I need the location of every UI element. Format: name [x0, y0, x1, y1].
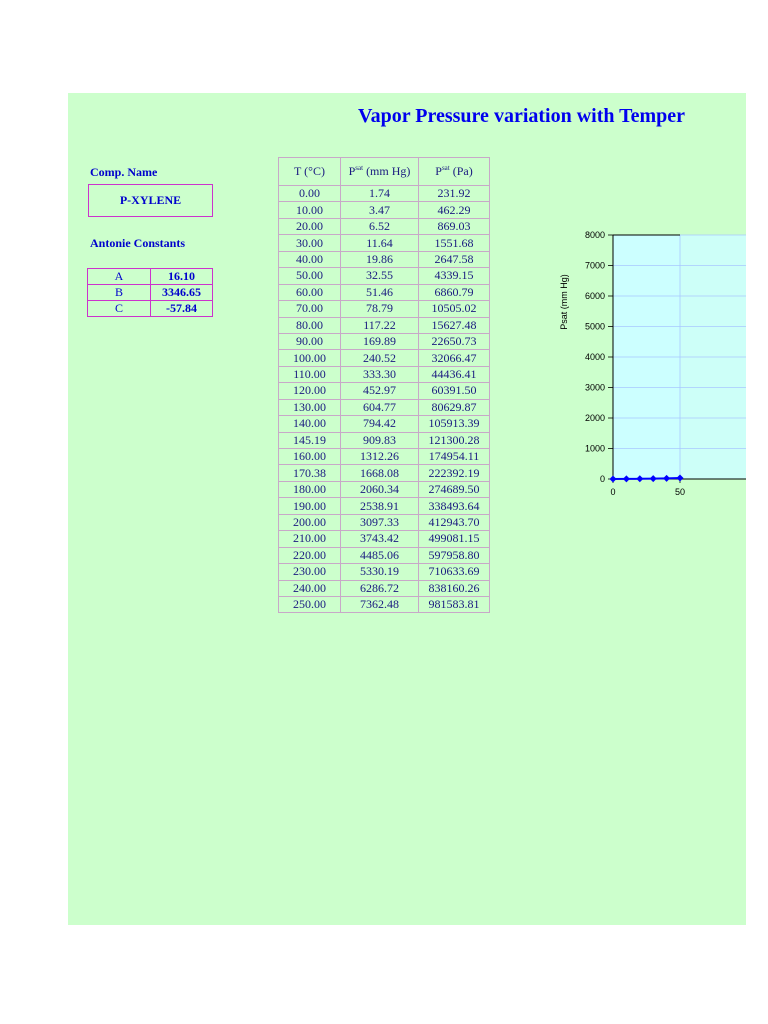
cell-psat-pa[interactable]: 597958.80	[419, 547, 490, 563]
cell-psat-mmhg[interactable]: 19.86	[341, 251, 419, 267]
cell-psat-mmhg[interactable]: 240.52	[341, 350, 419, 366]
constant-value[interactable]: 3346.65	[151, 285, 213, 301]
y-tick-label: 6000	[584, 291, 605, 301]
y-tick-label: 7000	[584, 260, 605, 271]
cell-psat-mmhg[interactable]: 3743.42	[341, 531, 419, 547]
cell-psat-mmhg[interactable]: 11.64	[341, 235, 419, 251]
header-psat-mmhg-unit: (mm Hg)	[363, 164, 411, 178]
table-row	[279, 399, 490, 415]
cell-temperature[interactable]: 70.00	[279, 301, 341, 317]
cell-temperature[interactable]: 240.00	[279, 580, 341, 596]
cell-psat-mmhg[interactable]: 6.52	[341, 218, 419, 234]
cell-temperature[interactable]: 20.00	[279, 218, 341, 234]
cell-temperature[interactable]: 80.00	[279, 317, 341, 333]
constant-value[interactable]: -57.84	[151, 301, 213, 317]
cell-psat-pa[interactable]: 80629.87	[419, 399, 490, 415]
table-header-row	[279, 158, 490, 186]
table-row	[279, 481, 490, 497]
table-row	[279, 317, 490, 333]
y-tick-label: 8000	[584, 230, 605, 240]
cell-temperature[interactable]: 40.00	[279, 251, 341, 267]
table-row	[279, 531, 490, 547]
cell-psat-pa[interactable]: 412943.70	[419, 514, 490, 530]
cell-psat-pa[interactable]: 499081.15	[419, 531, 490, 547]
cell-psat-mmhg[interactable]: 78.79	[341, 301, 419, 317]
header-psat-pa-sup: sat	[441, 164, 450, 172]
cell-temperature[interactable]: 180.00	[279, 481, 341, 497]
cell-temperature[interactable]: 90.00	[279, 333, 341, 349]
cell-psat-pa[interactable]: 710633.69	[419, 564, 490, 580]
table-row	[279, 284, 490, 300]
x-tick-label: 0	[610, 487, 616, 497]
spreadsheet-area	[68, 93, 746, 925]
cell-temperature[interactable]: 130.00	[279, 399, 341, 415]
table-row	[279, 416, 490, 432]
cell-psat-pa[interactable]: 6860.79	[419, 284, 490, 300]
cell-psat-mmhg[interactable]: 3.47	[341, 202, 419, 218]
constant-key[interactable]: B	[88, 285, 151, 301]
cell-psat-pa[interactable]: 869.03	[419, 218, 490, 234]
cell-psat-mmhg[interactable]: 32.55	[341, 268, 419, 284]
cell-psat-pa[interactable]: 338493.64	[419, 498, 490, 514]
header-psat-pa-unit: (Pa)	[449, 164, 473, 178]
table-row	[279, 268, 490, 284]
table-row	[279, 580, 490, 596]
table-row	[279, 218, 490, 234]
cell-psat-pa[interactable]: 44436.41	[419, 366, 490, 382]
constant-row	[88, 285, 213, 301]
table-row	[279, 596, 490, 612]
header-psat-pa	[419, 158, 490, 186]
header-temperature: T (°C)	[279, 158, 341, 186]
cell-psat-mmhg[interactable]: 117.22	[341, 317, 419, 333]
page-title: Vapor Pressure variation with Temper	[358, 105, 686, 127]
cell-temperature[interactable]: 250.00	[279, 596, 341, 612]
header-psat-mmhg	[341, 158, 419, 186]
table-row	[279, 301, 490, 317]
table-row	[279, 350, 490, 366]
table-row	[279, 366, 490, 382]
cell-psat-mmhg[interactable]: 452.97	[341, 383, 419, 399]
cell-psat-mmhg[interactable]: 909.83	[341, 432, 419, 448]
antoine-constants-table	[87, 268, 213, 317]
cell-temperature[interactable]: 210.00	[279, 531, 341, 547]
cell-psat-mmhg[interactable]: 6286.72	[341, 580, 419, 596]
cell-psat-pa[interactable]: 105913.39	[419, 416, 490, 432]
table-row	[279, 449, 490, 465]
cell-temperature[interactable]: 50.00	[279, 268, 341, 284]
cell-psat-mmhg[interactable]: 1668.08	[341, 465, 419, 481]
cell-psat-pa[interactable]: 222392.19	[419, 465, 490, 481]
y-tick-label: 5000	[584, 321, 605, 332]
y-axis-label: Psat (mm Hg)	[559, 274, 569, 330]
y-tick-label: 4000	[584, 352, 605, 362]
cell-temperature[interactable]: 0.00	[279, 186, 341, 202]
comp-name-label: Comp. Name	[90, 165, 158, 179]
cell-temperature[interactable]: 170.38	[279, 465, 341, 481]
cell-temperature[interactable]: 200.00	[279, 514, 341, 530]
cell-psat-mmhg[interactable]: 604.77	[341, 399, 419, 415]
cell-psat-pa[interactable]: 22650.73	[419, 333, 490, 349]
constant-row	[88, 301, 213, 317]
vapor-pressure-chart	[548, 223, 746, 513]
cell-psat-mmhg[interactable]: 169.89	[341, 333, 419, 349]
cell-psat-pa[interactable]: 231.92	[419, 186, 490, 202]
table-row	[279, 432, 490, 448]
comp-name-cell[interactable]: P-XYLENE	[88, 184, 213, 217]
y-tick-label: 1000	[584, 443, 605, 454]
table-row	[279, 251, 490, 267]
y-tick-label: 3000	[584, 382, 605, 393]
cell-psat-pa[interactable]: 174954.11	[419, 449, 490, 465]
cell-psat-pa[interactable]: 2647.58	[419, 251, 490, 267]
cell-psat-pa[interactable]: 32066.47	[419, 350, 490, 366]
cell-psat-mmhg[interactable]: 5330.19	[341, 564, 419, 580]
cell-psat-pa[interactable]: 60391.50	[419, 383, 490, 399]
cell-temperature[interactable]: 160.00	[279, 449, 341, 465]
cell-temperature[interactable]: 120.00	[279, 383, 341, 399]
cell-psat-mmhg[interactable]: 1312.26	[341, 449, 419, 465]
cell-psat-pa[interactable]: 462.29	[419, 202, 490, 218]
y-tick-label: 2000	[584, 413, 605, 423]
cell-psat-mmhg[interactable]: 7362.48	[341, 596, 419, 612]
cell-psat-pa[interactable]: 981583.81	[419, 596, 490, 612]
cell-psat-mmhg[interactable]: 4485.06	[341, 547, 419, 563]
table-row	[279, 498, 490, 514]
table-row	[279, 465, 490, 481]
cell-temperature[interactable]: 100.00	[279, 350, 341, 366]
cell-temperature[interactable]: 10.00	[279, 202, 341, 218]
cell-psat-mmhg[interactable]: 2060.34	[341, 481, 419, 497]
cell-temperature[interactable]: 30.00	[279, 235, 341, 251]
cell-psat-mmhg[interactable]: 794.42	[341, 416, 419, 432]
table-row	[279, 564, 490, 580]
cell-psat-pa[interactable]: 274689.50	[419, 481, 490, 497]
cell-temperature[interactable]: 220.00	[279, 547, 341, 563]
cell-psat-mmhg[interactable]: 51.46	[341, 284, 419, 300]
cell-psat-pa[interactable]: 10505.02	[419, 301, 490, 317]
cell-temperature[interactable]: 60.00	[279, 284, 341, 300]
cell-psat-mmhg[interactable]: 3097.33	[341, 514, 419, 530]
cell-temperature[interactable]: 230.00	[279, 564, 341, 580]
cell-psat-mmhg[interactable]: 1.74	[341, 186, 419, 202]
cell-psat-pa[interactable]: 15627.48	[419, 317, 490, 333]
y-tick-label: 0	[599, 474, 605, 484]
table-row	[279, 202, 490, 218]
cell-psat-pa[interactable]: 121300.28	[419, 432, 490, 448]
table-row	[279, 383, 490, 399]
table-row	[279, 514, 490, 530]
table-row	[279, 333, 490, 349]
constant-row	[88, 269, 213, 285]
x-tick-label: 50	[674, 487, 686, 497]
table-body	[279, 186, 490, 613]
cell-psat-pa[interactable]: 4339.15	[419, 268, 490, 284]
antoine-constants-label: Antonie Constants	[90, 236, 186, 250]
cell-temperature[interactable]: 110.00	[279, 366, 341, 382]
cell-temperature[interactable]: 145.19	[279, 432, 341, 448]
header-psat-mmhg-base: P	[348, 164, 356, 178]
constant-value[interactable]: 16.10	[151, 269, 213, 285]
cell-psat-pa[interactable]: 1551.68	[419, 235, 490, 251]
table-row	[279, 186, 490, 202]
vapor-pressure-table	[278, 157, 490, 613]
cell-temperature[interactable]: 140.00	[279, 416, 341, 432]
constant-key[interactable]: C	[88, 301, 151, 317]
cell-psat-mmhg[interactable]: 2538.91	[341, 498, 419, 514]
cell-psat-mmhg[interactable]: 333.30	[341, 366, 419, 382]
cell-psat-pa[interactable]: 838160.26	[419, 580, 490, 596]
cell-temperature[interactable]: 190.00	[279, 498, 341, 514]
header-psat-pa-base: P	[435, 164, 442, 178]
table-row	[279, 235, 490, 251]
table-row	[279, 547, 490, 563]
header-psat-mmhg-sup: sat	[355, 164, 364, 172]
constant-key[interactable]: A	[88, 269, 151, 285]
